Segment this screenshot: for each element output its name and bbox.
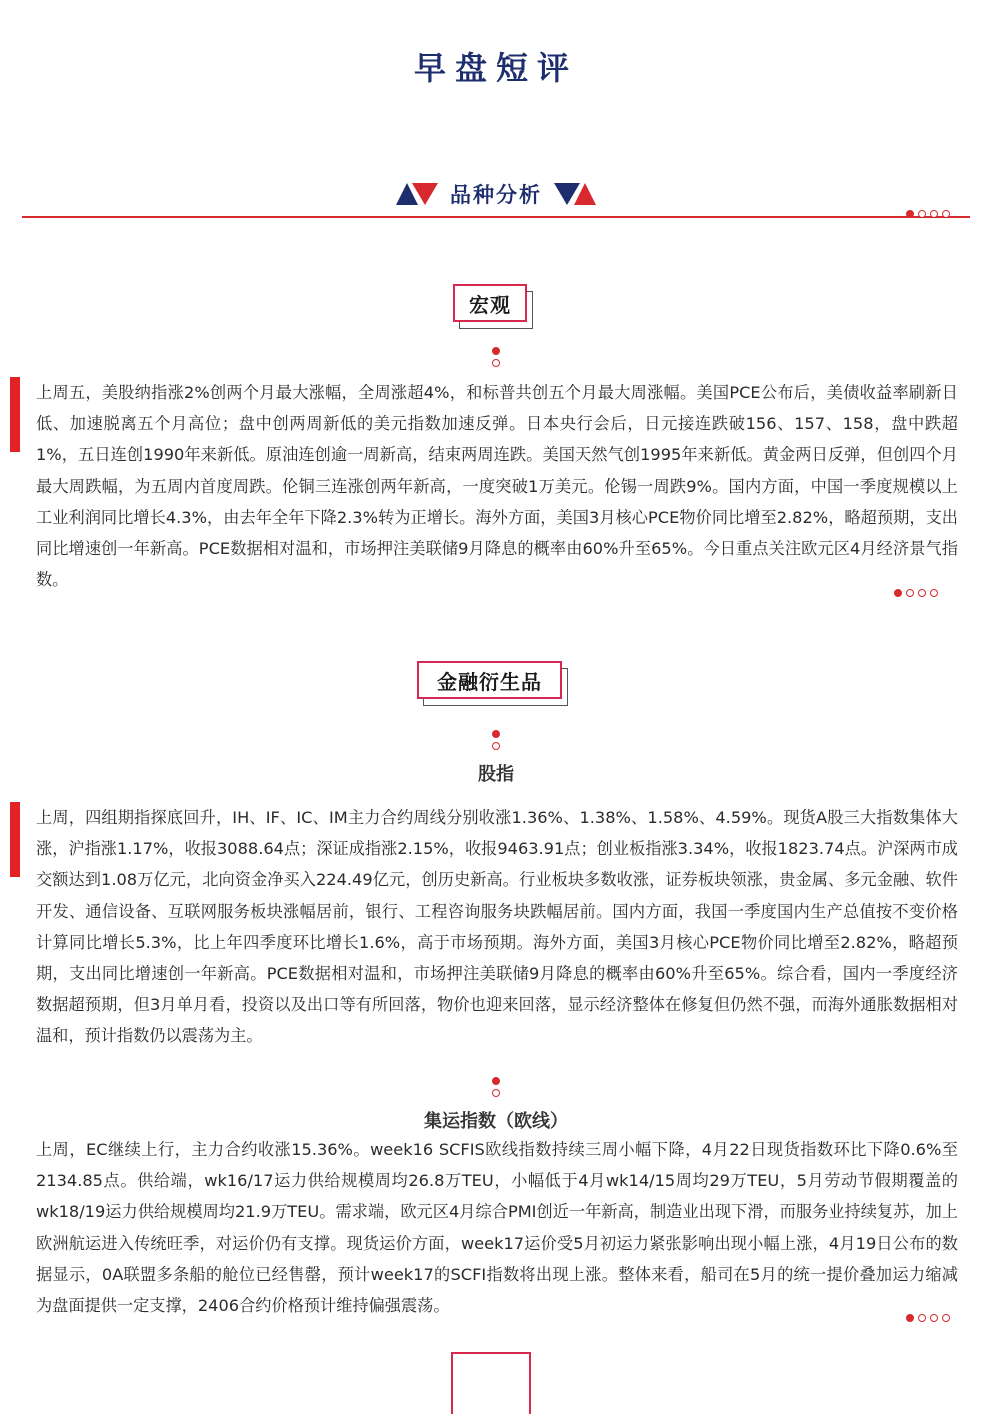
section-banner-label: 品种分析 — [450, 183, 542, 207]
macro-end-dots-icon — [894, 589, 938, 597]
next-section-title-box — [451, 1352, 531, 1414]
financial-title-box — [417, 661, 562, 699]
macro-paragraph: 上周五，美股纳指涨2%创两个月最大涨幅，全周涨超4%，和标普共创五个月最大周涨幅。美国PCE公布后，美债收益率刷新日低、加速脱离五个月高位；盘中创两周新低的美元指数加速反弹。日本央行会后，日元接连跌破156、157、158，盘中跌超1%，五日连创1990年来新低。原油连创逾一周新高，结束两周连跌。美国天然气创1995年来新低。黄金两日反弹，但创四个月最大周跌幅，为五周内首度周跌。伦铜三连涨创两年新高，一度突破1万美元。伦锡一周跌9%。国内方面，中国一季度规模以上工业利润同比增长4.3%，由去年全年下降2.3%转为正增长。海外方面，美国3月核心PCE物价同比增至2.82%，略超预期，支出同比增速创一年新高。PCE数据相对温和，市场押注美联储9月降息的概率由60%升至65%。今日重点关注欧元区4月经济景气指数。 — [36, 383, 958, 590]
macro-title: 宏观 — [453, 284, 527, 322]
container-connector-dots-icon — [492, 1077, 500, 1097]
divider-dots-icon — [906, 210, 950, 218]
macro-title-box — [453, 284, 527, 322]
banner-right-triangles-icon — [554, 183, 596, 205]
stock-index-paragraph: 上周，四组期指探底回升，IH、IF、IC、IM主力合约周线分别收涨1.36%、1.38%、1.58%、4.59%。现货A股三大指数集体大涨，沪指涨1.17%，收报3088.64点；深证成指涨2.15%，收报9463.91点；创业板指涨3.34%，收报1823.74点。沪深两市成交额达到1.08万亿元，北向资金净买入224.49亿元，创历史新高。行业板块多数收涨，证券板块领涨，贵金属、多元金融、软件开发、通信设备、互联网服务板块涨幅居前，银行、工程咨询服务块跌幅居前。国内方面，我国一季度国内生产总值按不变价格计算同比增长5.3%，比上年四季度环比增长1.6%，高于市场预期。海外方面，美国3月核心PCE物价同比增至2.82%，略超预期，支出同比增速创一年新高。PCE数据相对温和，市场押注美联储9月降息的概率由60%升至65%。综合看，国内一季度经济数据超预期，但3月单月看，投资以及出口等有所回落，物价也迎来回落，显示经济整体在修复但仍然不强，而海外通胀数据相对温和，预计指数仍以震荡为主。 — [36, 808, 958, 1046]
macro-connector-dots-icon — [492, 347, 500, 367]
page-title: 早盘短评 — [413, 49, 578, 87]
container-end-dots-icon — [906, 1314, 950, 1322]
section-divider — [22, 216, 970, 218]
section-banner — [0, 176, 992, 212]
financial-title: 金融衍生品 — [417, 661, 562, 699]
macro-accent-bar — [10, 377, 20, 452]
financial-connector-dots-icon — [492, 730, 500, 750]
banner-left-triangles-icon — [396, 183, 438, 205]
stock-index-accent-bar — [10, 802, 20, 877]
container-index-paragraph: 上周，EC继续上行，主力合约收涨15.36%。week16 SCFIS欧线指数持续三周小幅下降，4月22日现货指数环比下降0.6%至2134.85点。供给端，wk16/17运力供给规模周均26.8万TEU，小幅低于4月wk14/15周均29万TEU，5月劳动节假期覆盖的wk18/19运力供给规模周均21.9万TEU。需求端，欧元区4月综合PMI创近一年新高，制造业出现下滑，而服务业持续复苏，加上欧洲航运进入传统旺季，对运价仍有支撑。现货运价方面，week17运价受5月初运力紧张影响出现小幅上涨，4月19日公布的数据显示，0A联盟多条船的舱位已经售罄，预计week17的SCFI指数将出现上涨。整体来看，船司在5月的统一提价叠加运力缩减为盘面提供一定支撑，2406合约价格预计维持偏强震荡。 — [36, 1140, 958, 1316]
container-index-heading: 集运指数（欧线） — [424, 1111, 568, 1132]
stock-index-heading: 股指 — [478, 764, 514, 785]
